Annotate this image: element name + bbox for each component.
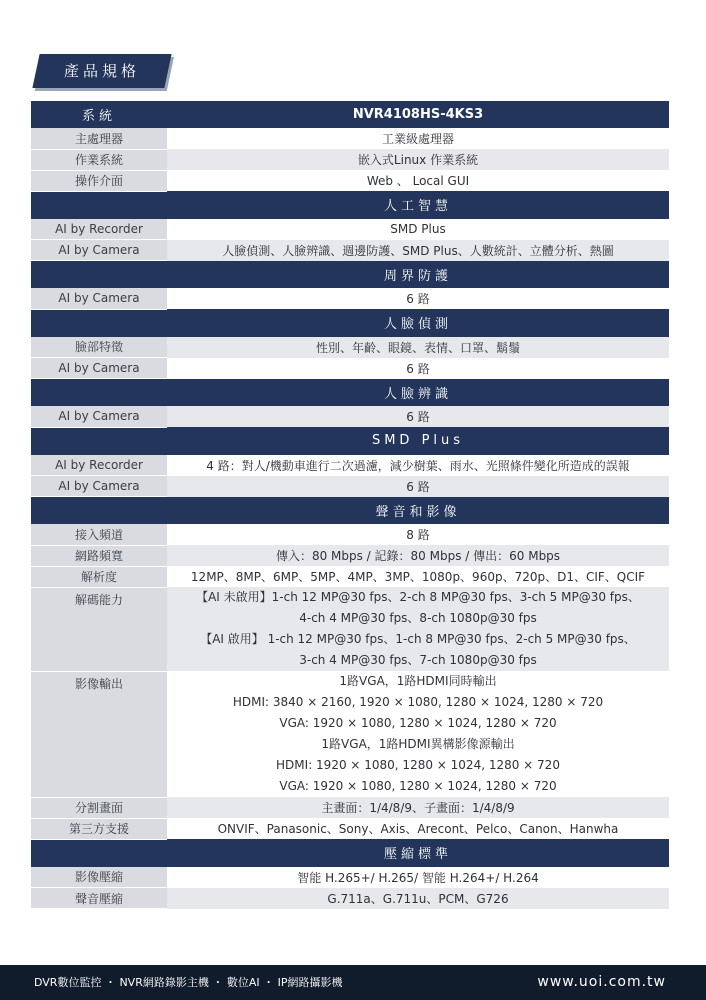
row-value: 性別、年齡、眼鏡、表情、口罩、鬍鬚	[167, 337, 669, 358]
table-row	[31, 337, 669, 358]
row-value: SMD Plus	[390, 222, 446, 236]
row-value	[167, 671, 669, 797]
row-label: 臉部特徵	[31, 337, 167, 358]
table-row	[31, 867, 669, 888]
section-title: 壓縮標準	[167, 839, 669, 867]
table-row	[31, 455, 669, 476]
row-value: 主畫面：1/4/8/9、子畫面：1/4/8/9	[167, 797, 669, 818]
row-label: 解析度	[31, 566, 167, 587]
table-row-decode	[31, 587, 669, 671]
row-value: 8 路	[406, 528, 430, 542]
row-value: 傳入：80 Mbps / 記錄：80 Mbps / 傳出：60 Mbps	[167, 545, 669, 566]
table-row-video-out	[31, 671, 669, 797]
row-value: 工業級處理器	[381, 132, 454, 146]
value-line: 1路VGA，1路HDMI異構影像源輸出	[321, 737, 515, 751]
section-header	[31, 309, 669, 337]
row-label: 主處理器	[31, 128, 167, 149]
row-value: 4 路：對人/機動車進行二次過濾，減少樹葉、雨水、光照條件變化所造成的誤報	[206, 458, 630, 473]
section-header	[31, 191, 669, 219]
value-line: 【AI 啟用】 1-ch 12 MP@30 fps、1-ch 8 MP@30 fps、2-ch 5 MP@30 fps、	[200, 632, 636, 646]
row-value: Web 、 Local GUI	[366, 174, 470, 188]
value-line: 3-ch 4 MP@30 fps、7-ch 1080p@30 fps	[299, 653, 537, 667]
header-label: 系統	[31, 101, 167, 128]
row-label: AI by Recorder	[31, 455, 167, 476]
section-header	[31, 427, 669, 455]
row-value: 6 路	[406, 361, 430, 376]
section-title: 聲音和影像	[167, 497, 669, 525]
row-label: 解碼能力	[31, 587, 167, 671]
section-header	[31, 839, 669, 867]
table-row	[31, 566, 669, 587]
footer-categories: DVR數位監控 ・ NVR網路錄影主機 ・ 數位AI ・ IP網路攝影機	[34, 976, 343, 989]
row-value: 智能 H.265+/ H.265/ 智能 H.264+/ H.264	[297, 870, 539, 885]
row-label: AI by Camera	[31, 288, 167, 309]
row-value: 嵌入式Linux 作業系統	[167, 149, 669, 170]
row-label: AI by Camera	[31, 476, 167, 497]
table-row	[31, 888, 669, 909]
section-header	[31, 379, 669, 407]
section-title: 人工智慧	[167, 191, 669, 219]
row-label: 第三方支援	[31, 818, 167, 839]
row-label: 聲音壓縮	[31, 888, 167, 909]
row-value: 6 路	[167, 476, 669, 497]
row-label: AI by Camera	[31, 406, 167, 427]
table-row	[31, 406, 669, 427]
table-row	[31, 818, 669, 839]
value-line: VGA: 1920 × 1080, 1280 × 1024, 1280 × 720	[279, 716, 557, 730]
section-title: SMD Plus	[167, 427, 669, 455]
table-row	[31, 170, 669, 191]
table-header-row	[31, 101, 669, 128]
row-value: 6 路	[406, 292, 430, 306]
model-name: NVR4108HS-4KS3	[167, 101, 669, 128]
table-row	[31, 219, 669, 240]
section-title: 人臉偵測	[167, 309, 669, 337]
table-row	[31, 545, 669, 566]
row-label: 接入頻道	[31, 524, 167, 545]
section-title: 人臉辨識	[167, 379, 669, 407]
footer-website[interactable]: www.uoi.com.tw	[537, 974, 666, 990]
row-label: AI by Camera	[31, 240, 167, 261]
table-row	[31, 240, 669, 261]
row-label: 作業系統	[31, 149, 167, 170]
row-label: 影像輸出	[31, 671, 167, 797]
row-value: 人臉偵測、人臉辨識、週邊防護、SMD Plus、人數統計、立體分析、熱圖	[167, 240, 669, 261]
table-row	[31, 149, 669, 170]
row-label: AI by Recorder	[31, 219, 167, 240]
row-value: ONVIF、Panasonic、Sony、Axis、Arecont、Pelco、Canon、Hanwha	[217, 822, 619, 836]
row-label: 操作介面	[31, 170, 167, 191]
table-row	[31, 797, 669, 818]
value-line: VGA: 1920 × 1080, 1280 × 1024, 1280 × 720	[279, 779, 557, 793]
row-label: 分割畫面	[31, 797, 167, 818]
row-value: G.711a、G.711u、PCM、G726	[167, 888, 669, 909]
spec-table	[31, 101, 669, 909]
row-value: 12MP、8MP、6MP、5MP、4MP、3MP、1080p、960p、720p、D1、CIF、QCIF	[190, 570, 646, 584]
value-line: 【AI 未啟用】1-ch 12 MP@30 fps、2-ch 8 MP@30 fps、3-ch 5 MP@30 fps、	[196, 590, 640, 604]
table-row	[31, 128, 669, 149]
page-title: 產品規格	[63, 62, 140, 80]
section-header	[31, 497, 669, 525]
table-row	[31, 358, 669, 379]
table-row	[31, 476, 669, 497]
value-line: HDMI: 1920 × 1080, 1280 × 1024, 1280 × 720	[276, 758, 560, 772]
footer-bar	[0, 965, 706, 1000]
value-line: 4-ch 4 MP@30 fps、8-ch 1080p@30 fps	[299, 611, 537, 625]
table-row	[31, 288, 669, 309]
value-line: HDMI: 3840 × 2160, 1920 × 1080, 1280 × 1024, 1280 × 720	[232, 695, 604, 709]
row-label: AI by Camera	[31, 358, 167, 379]
row-label: 網路頻寬	[31, 545, 167, 566]
section-title: 周界防護	[167, 261, 669, 289]
row-value: 6 路	[167, 406, 669, 427]
value-line: 1路VGA，1路HDMI同時輸出	[339, 674, 497, 688]
row-value	[167, 587, 669, 671]
section-header	[31, 261, 669, 289]
table-row	[31, 524, 669, 545]
row-label: 影像壓縮	[31, 867, 167, 888]
